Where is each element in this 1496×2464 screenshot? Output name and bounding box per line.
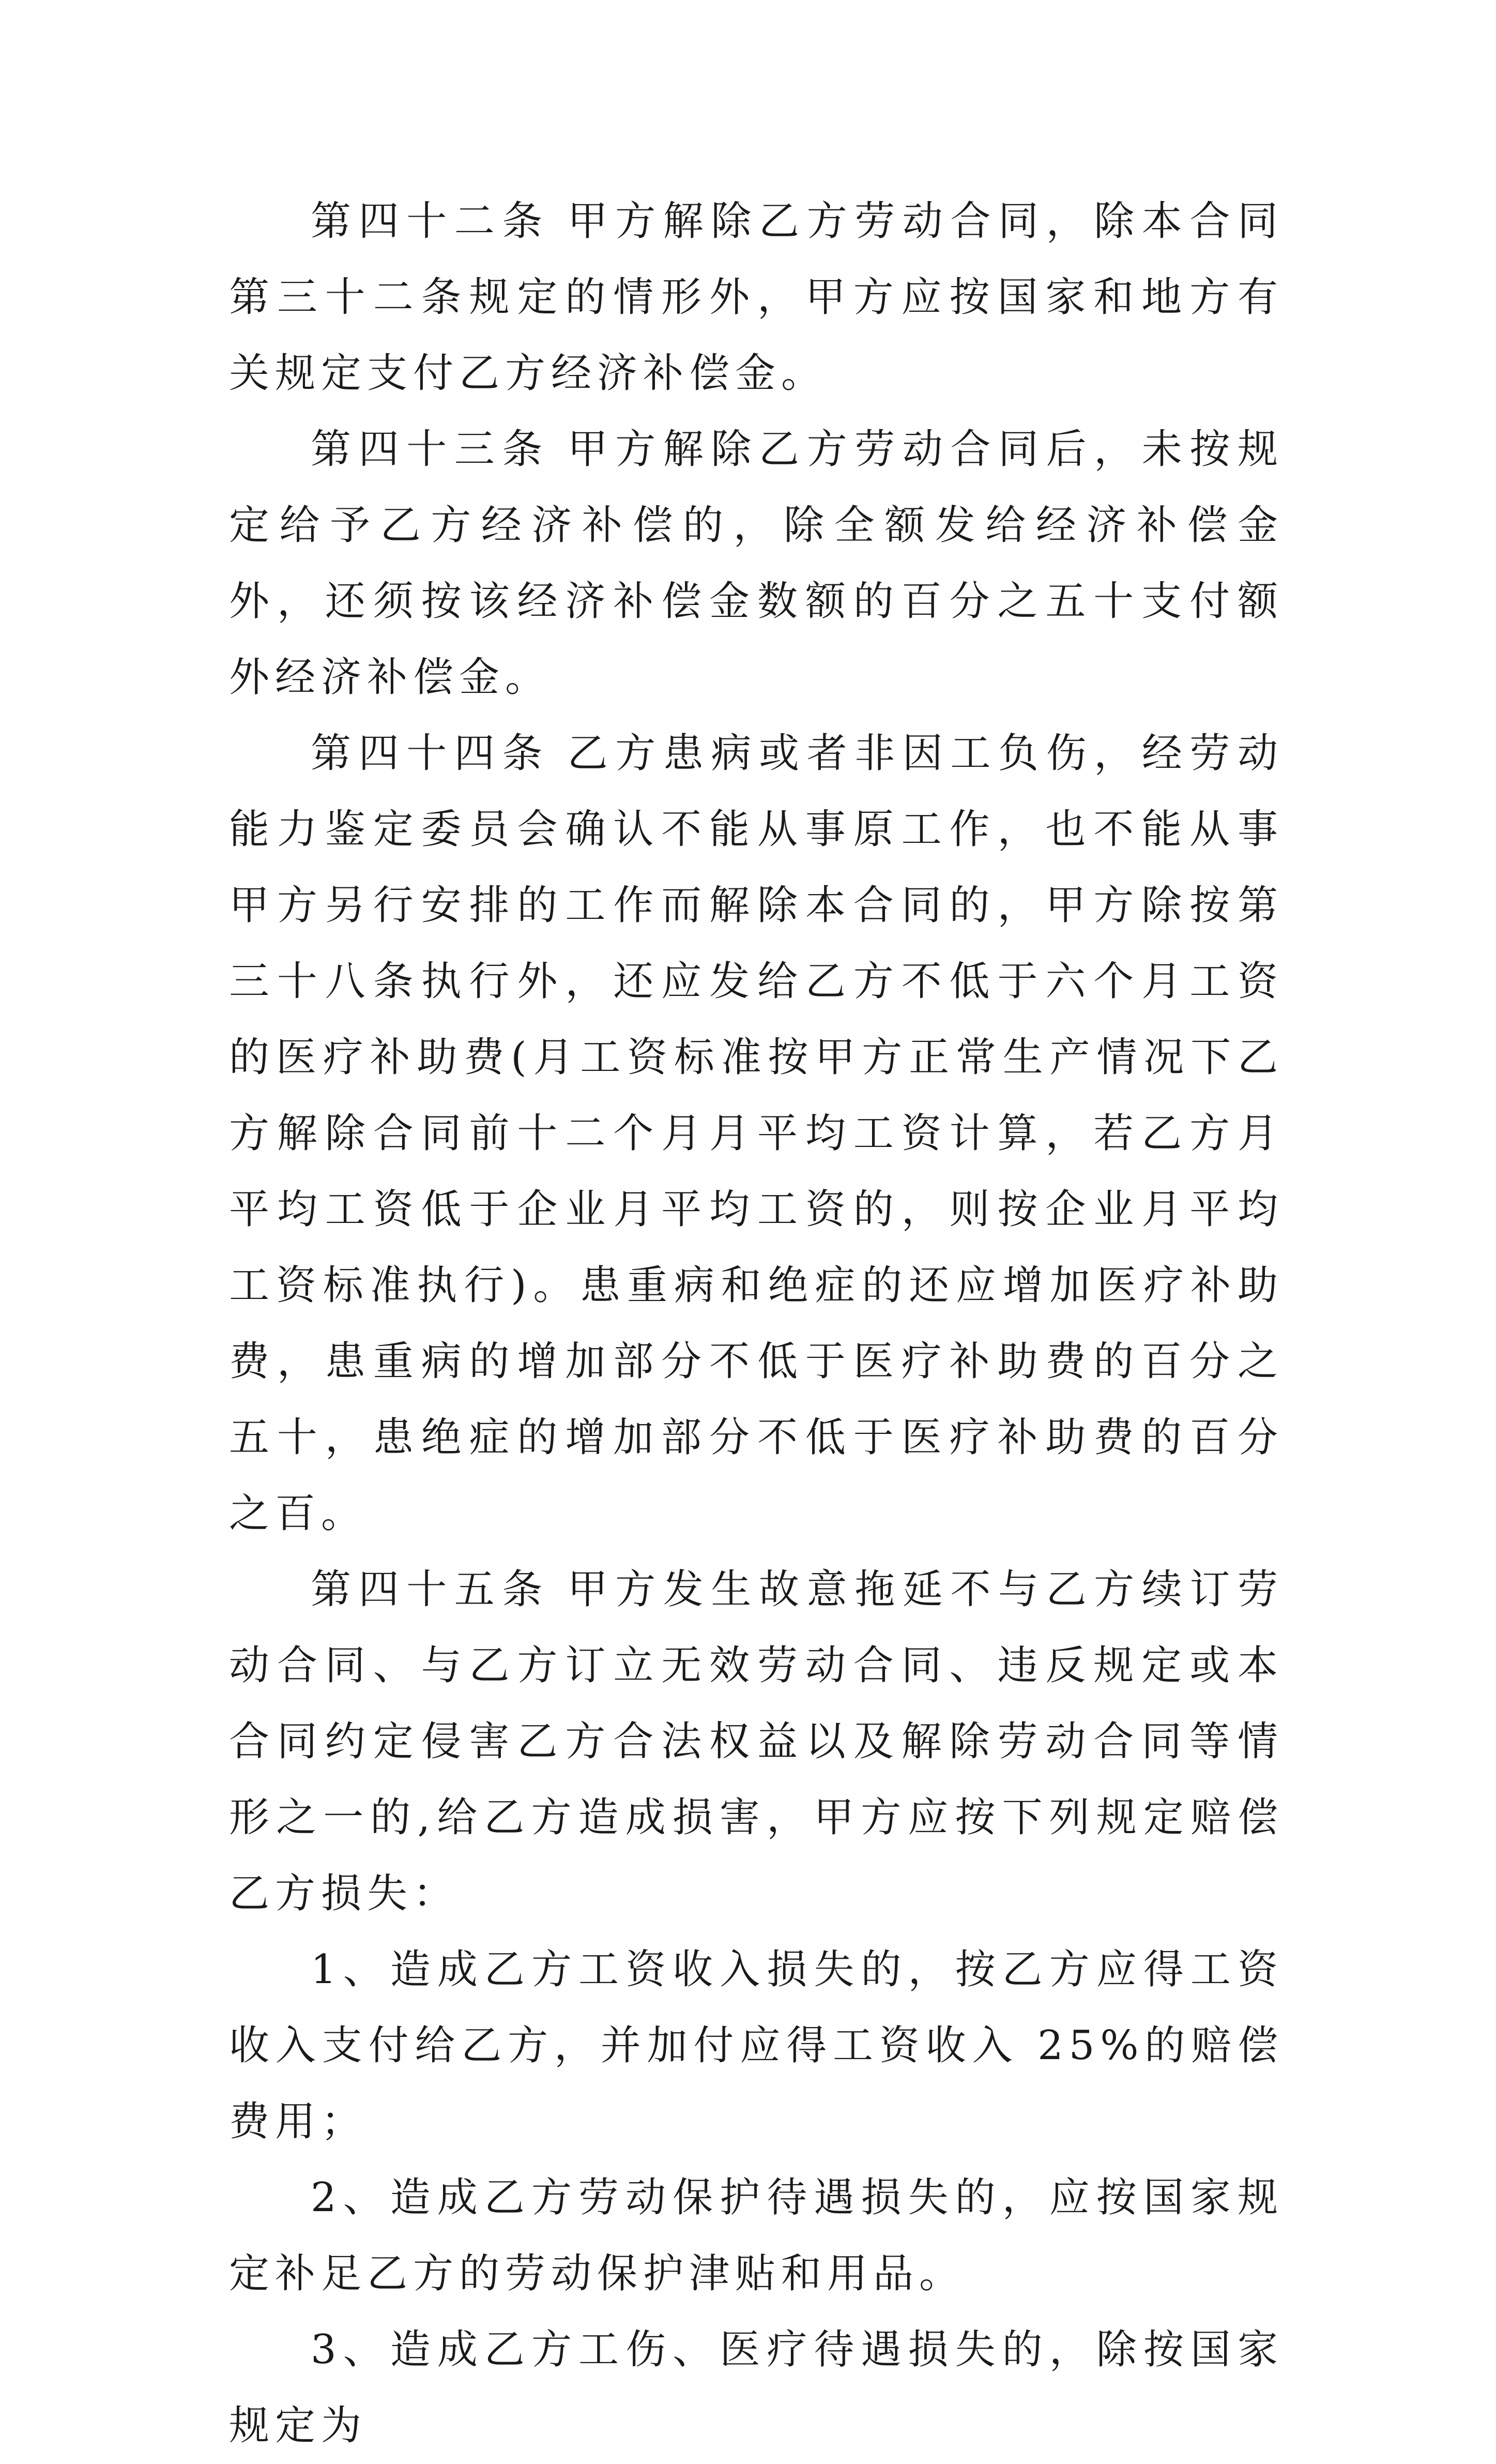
article-text: 乙方患病或者非因工负伤，经劳动能力鉴定委员会确认不能从事原工作，也不能从事甲方另行安排的工作而解除本合同的，甲方除按第三十八条执行外，还应发给乙方不低于六个月工资的医疗补助费(月工资标准按甲方正常生产情况下乙方解除合同前十二个月月平均工资计算，若乙方月平均工资低于企业月平均工资的，则按企业月平均工资标准执行)。患重病和绝症的还应增加医疗补助费，患重病的增加部分不低于医疗补助费的百分之五十，患绝症的增加部分不低于医疗补助费的百分之百。 [229, 730, 1284, 1537]
list-item-2 [229, 2160, 1284, 2312]
article-43 [229, 412, 1284, 716]
list-item-text: 1、造成乙方工资收入损失的，按乙方应得工资收入支付给乙方，并加付应得工资收入 25%的赔偿费用； [229, 1946, 1284, 2145]
article-text: 甲方解除乙方劳动合同后，未按规定给予乙方经济补偿的，除全额发给经济补偿金外，还须按该经济补偿金数额的百分之五十支付额外经济补偿金。 [229, 426, 1284, 701]
document-body [229, 184, 1284, 2464]
article-42 [229, 184, 1284, 412]
article-number: 第四十四条 [311, 730, 550, 777]
list-item-text: 3、造成乙方工伤、医疗待遇损失的，除按国家规定为 [229, 2326, 1284, 2449]
list-item-1 [229, 1932, 1284, 2160]
article-number: 第四十二条 [311, 198, 550, 245]
article-number: 第四十五条 [311, 1566, 550, 1613]
list-item-3 [229, 2312, 1284, 2464]
article-text: 甲方发生故意拖延不与乙方续订劳动合同、与乙方订立无效劳动合同、违反规定或本合同约定侵害乙方合法权益以及解除劳动合同等情形之一的,给乙方造成损害，甲方应按下列规定赔偿乙方损失： [229, 1566, 1284, 1917]
article-text: 甲方解除乙方劳动合同，除本合同第三十二条规定的情形外，甲方应按国家和地方有关规定支付乙方经济补偿金。 [229, 198, 1284, 397]
article-44 [229, 716, 1284, 1552]
list-item-text: 2、造成乙方劳动保护待遇损失的，应按国家规定补足乙方的劳动保护津贴和用品。 [229, 2174, 1284, 2297]
article-45 [229, 1552, 1284, 1932]
article-number: 第四十三条 [311, 426, 550, 473]
